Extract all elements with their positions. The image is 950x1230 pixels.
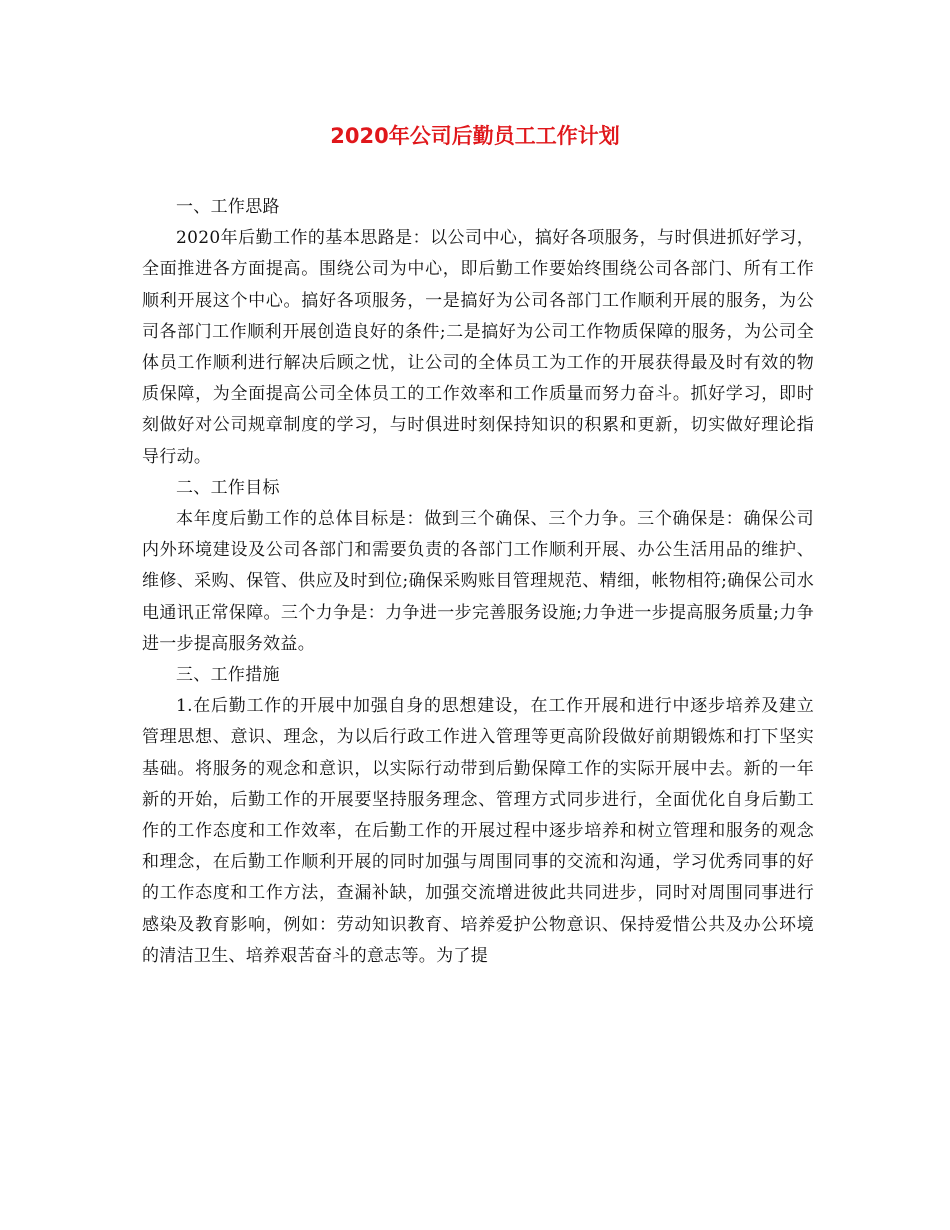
section-heading-work-approach: 一、工作思路 xyxy=(176,197,280,217)
paragraph-work-approach: 2020年后勤工作的基本思路是：以公司中心，搞好各项服务，与时俱进抓好学习，全面推进各方面提高。围绕公司为中心，即后勤工作要始终围绕公司各部门、所有工作顺利开展这个中心。搞好各项服务，一是搞好为公司各部门工作顺利开展的服务，为公司各部门工作顺利开展创造良好的条件;二是搞好为公司工作物质保障的服务，为公司全体员工作顺利进行解决后顾之忧，让公司的全体员工为工作的开展获得最及时有效的物质保障，为全面提高公司全体员工的工作效率和工作质量而努力奋斗。抓好学习，即时刻做好对公司规章制度的学习，与时俱进时刻保持知识的积累和更新，切实做好理论指导行动。 xyxy=(142,228,814,467)
section-heading-work-goals: 二、工作目标 xyxy=(176,477,280,498)
document-title: 2020年公司后勤员工工作计划 xyxy=(330,124,620,148)
paragraph-work-measures-1: 1.在后勤工作的开展中加强自身的思想建设，在工作开展和进行中逐步培养及建立管理思想、意识、理念，为以后行政工作进入管理等更高阶段做好前期锻炼和打下坚实基础。将服务的观念和意识，以实际行动带到后勤保障工作的实际开展中去。新的一年新的开始，后勤工作的开展要坚持服务理念、管理方式同步进行，全面优化自身后勤工作的工作态度和工作效率，在后勤工作的开展过程中逐步培养和树立管理和服务的观念和理念，在后勤工作顺利开展的同时加强与周围同事的交流和沟通，学习优秀同事的好的工作态度和工作方法，查漏补缺，加强交流增进彼此共同进步，同时对周围同事进行感染及教育影响，例如：劳动知识教育、培养爱护公物意识、保持爱惜公共及办公环境的清洁卫生、培养艰苦奋斗的意志等。为了提 xyxy=(142,696,814,966)
paragraph-work-goals: 本年度后勤工作的总体目标是：做到三个确保、三个力争。三个确保是：确保公司内外环境建设及公司各部门和需要负责的各部门工作顺利开展、办公生活用品的维护、维修、采购、保管、供应及时到位;确保采购账目管理规范、精细，帐物相符;确保公司水电通讯正常保障。三个力争是：力争进一步完善服务设施;力争进一步提高服务质量;力争进一步提高服务效益。 xyxy=(142,509,814,654)
document-body xyxy=(142,192,814,972)
section-heading-work-measures: 三、工作措施 xyxy=(176,665,280,686)
